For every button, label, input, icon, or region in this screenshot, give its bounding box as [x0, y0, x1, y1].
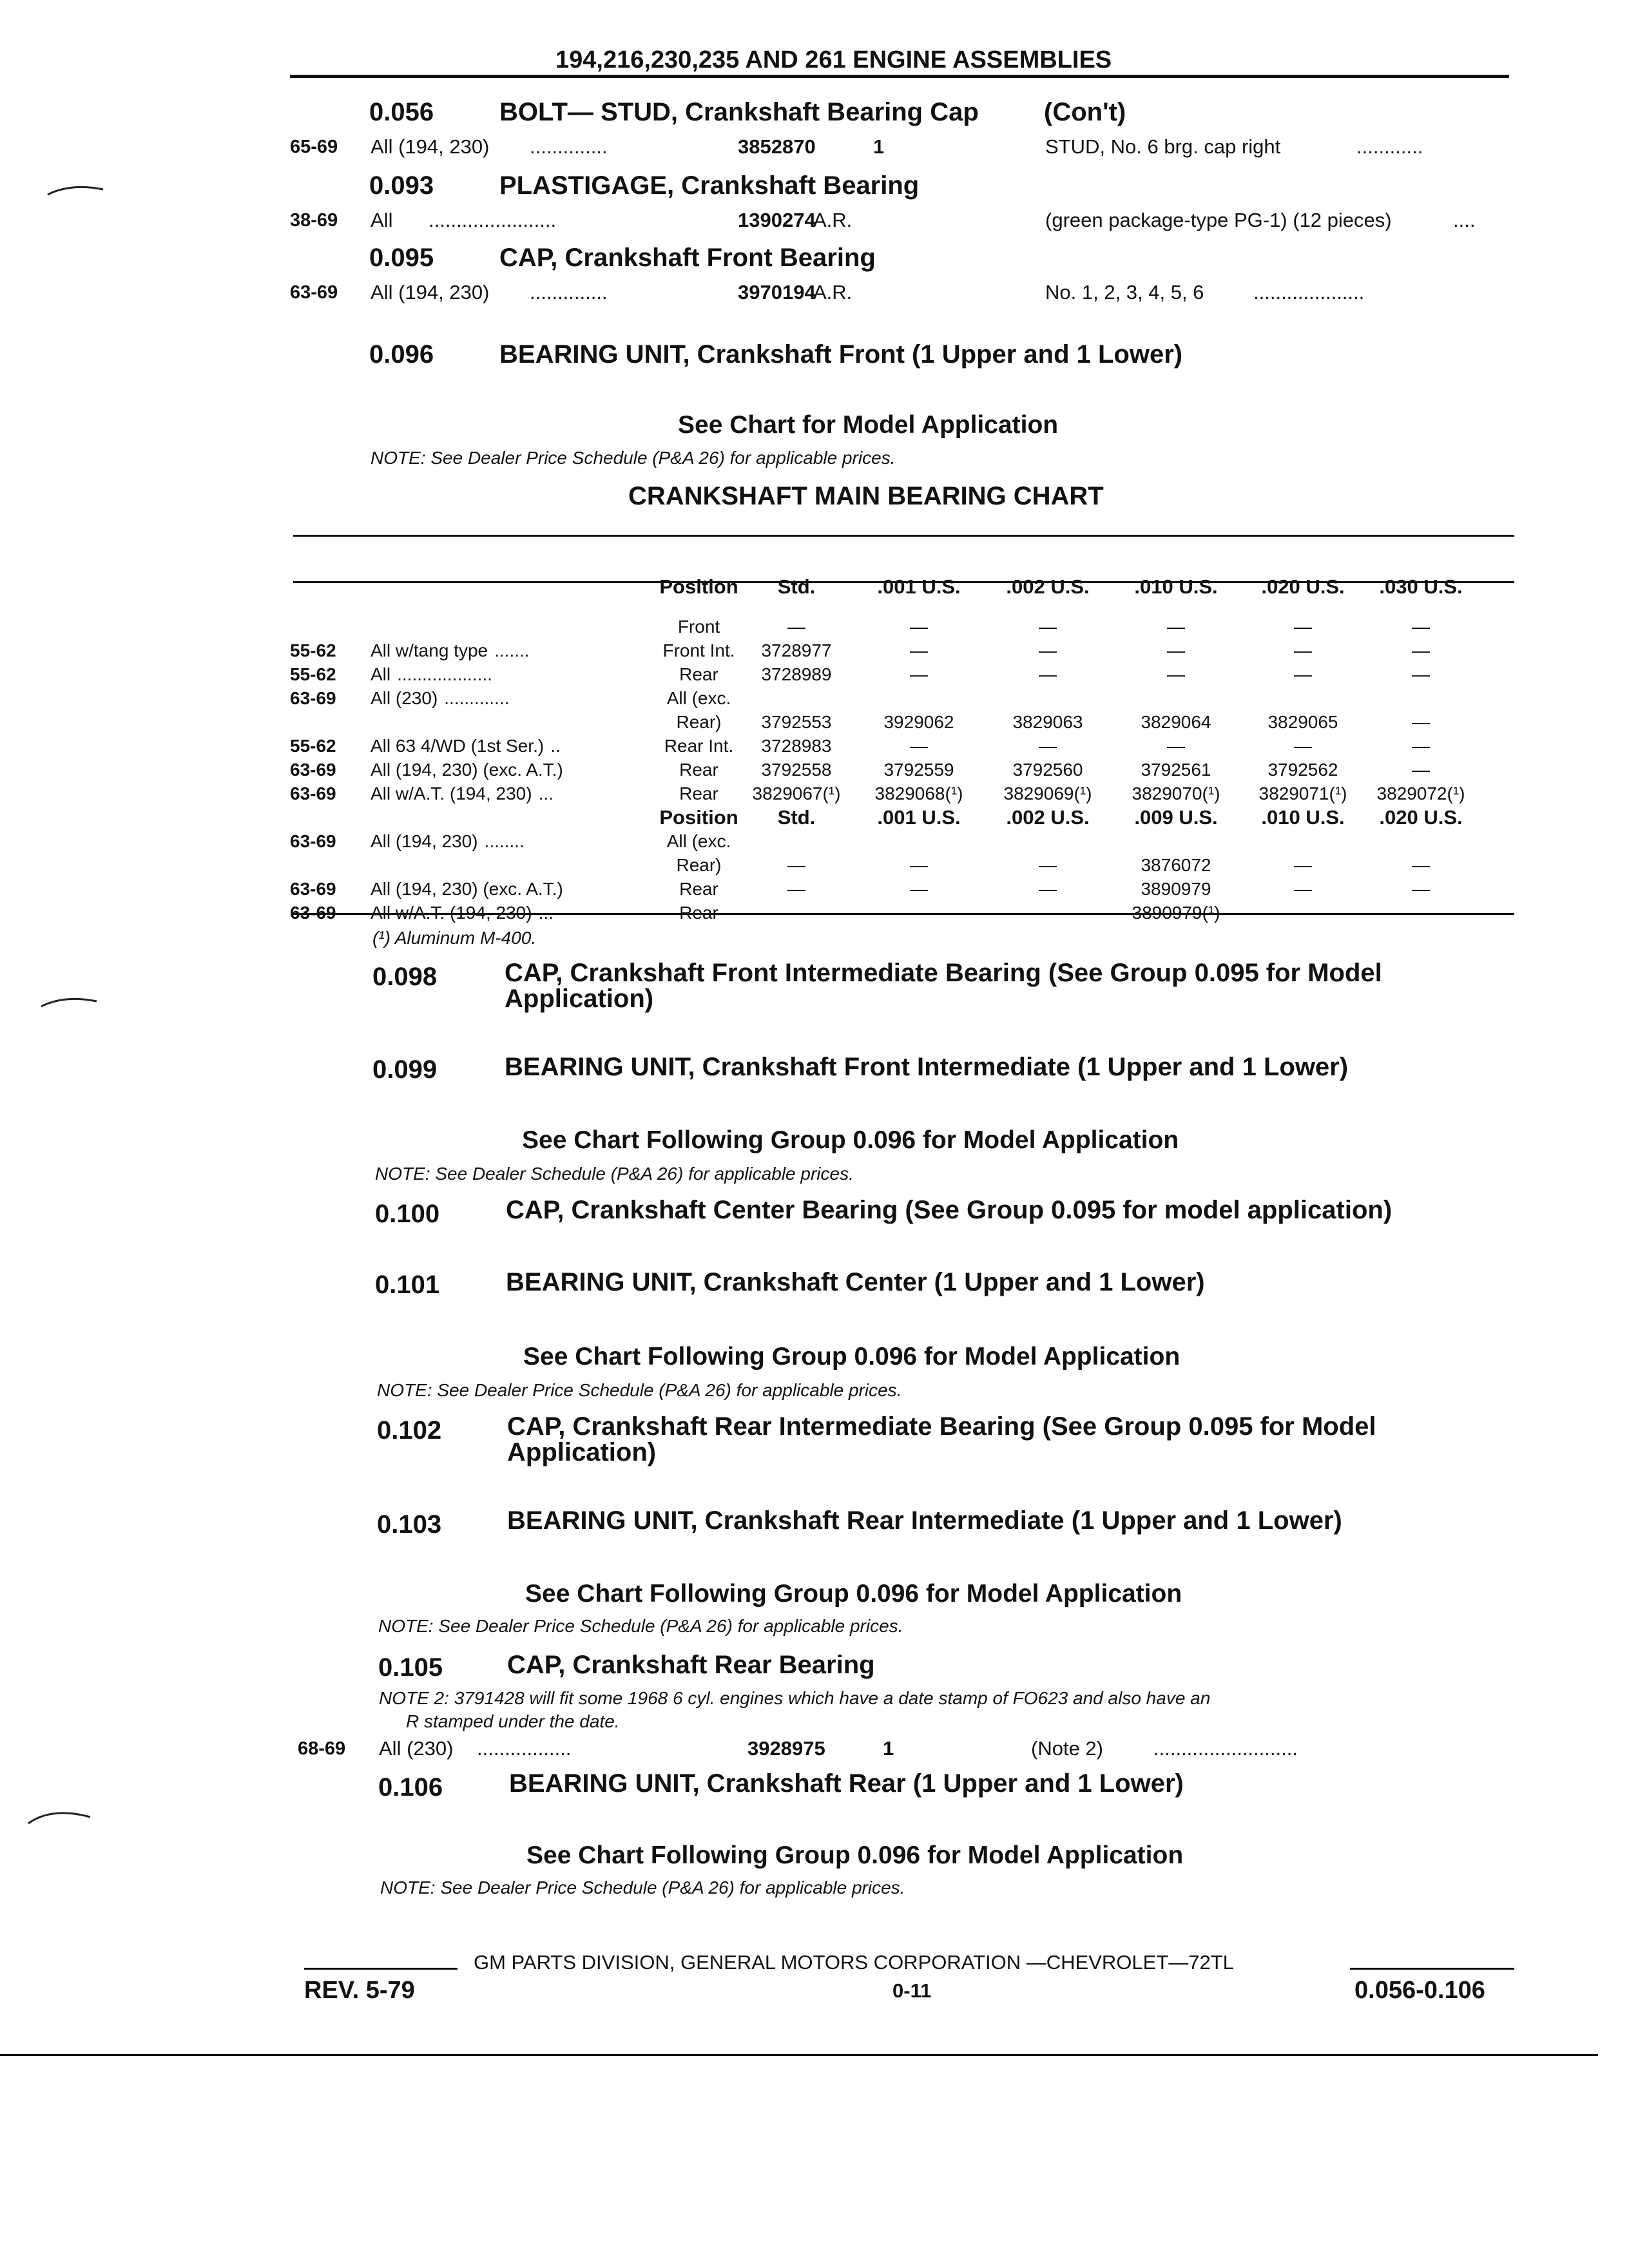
- chart-header-row: [290, 567, 1476, 606]
- bearing-position: Rear: [679, 664, 718, 684]
- row-years: 63-69: [290, 688, 336, 708]
- part-number-cell: —: [1412, 903, 1430, 923]
- part-number-cell: —: [1294, 640, 1312, 660]
- page-header: 194,216,230,235 AND 261 ENGINE ASSEMBLIES: [555, 46, 1112, 73]
- leader-dots: ........: [484, 831, 525, 851]
- bearing-position: Rear: [679, 903, 718, 923]
- chart-body: [290, 567, 1476, 925]
- group-title-0106: BEARING UNIT, Crankshaft Rear (1 Upper and 1 Lower): [509, 1769, 1184, 1798]
- price-note: NOTE: See Dealer Schedule (P&A 26) for applicable prices.: [375, 1164, 854, 1184]
- part-number: 3970194: [738, 281, 816, 303]
- group-number-0100: 0.100: [375, 1200, 440, 1228]
- leader-dots: ....................: [1253, 281, 1365, 303]
- chart-header-row: [290, 805, 1476, 829]
- row-years: [290, 710, 371, 734]
- part-number-cell: 3829068(¹): [874, 783, 963, 803]
- price-note: NOTE: See Dealer Price Schedule (P&A 26) for applicable prices.: [378, 1616, 903, 1636]
- group-title-0098: CAP, Crankshaft Front Intermediate Bearing (See Group 0.095 for Model: [505, 959, 1382, 987]
- part-number-cell: —: [910, 736, 928, 756]
- part-number-cell: —: [1294, 903, 1312, 923]
- application-text: All (194, 230) (exc. A.T.): [371, 760, 563, 780]
- leader-dots: ..: [550, 736, 561, 756]
- part-number-cell: —: [1167, 664, 1185, 684]
- chart-column-header: .002 U.S.: [1006, 575, 1090, 598]
- part-number-cell: [1240, 829, 1366, 853]
- part-number-cell: —: [1294, 855, 1312, 875]
- group-title-0093: PLASTIGAGE, Crankshaft Bearing: [499, 171, 920, 200]
- group-title-0098-cont: Application): [505, 985, 654, 1013]
- application-text: All (230): [371, 688, 438, 708]
- group-title-0105: CAP, Crankshaft Rear Bearing: [507, 1651, 875, 1679]
- chart-header-spacer: [290, 805, 659, 829]
- group-title-0101: BEARING UNIT, Crankshaft Center (1 Upper and 1 Lower): [506, 1268, 1205, 1296]
- row-application: [371, 615, 659, 639]
- item-description: STUD, No. 6 brg. cap right: [1045, 135, 1281, 158]
- part-number-cell: —: [1412, 664, 1430, 684]
- punch-hole-mark: [45, 180, 110, 200]
- page-number: 0-11: [892, 1979, 932, 2002]
- application-text: All: [371, 664, 391, 684]
- part-number-cell: —: [1039, 664, 1057, 684]
- row-application: [371, 901, 659, 925]
- quantity: 1: [883, 1737, 894, 1760]
- part-number-cell: [854, 829, 983, 853]
- part-number-cell: 3792561: [1141, 760, 1211, 780]
- leader-dots: ...: [538, 903, 554, 923]
- part-number-cell: —: [910, 855, 928, 875]
- row-application: [371, 662, 659, 686]
- row-application: [371, 758, 659, 782]
- row-application: [371, 829, 659, 853]
- part-number-cell: —: [1294, 736, 1312, 756]
- item-description: (green package-type PG-1) (12 pieces): [1045, 209, 1392, 231]
- row-years: 55-62: [290, 664, 336, 684]
- part-number-cell: 3792562: [1268, 760, 1338, 780]
- part-number-cell: —: [910, 640, 928, 660]
- row-years: 55-62: [290, 640, 336, 660]
- part-number-cell: —: [1039, 617, 1057, 637]
- price-note: NOTE: See Dealer Price Schedule (P&A 26) for applicable prices.: [371, 448, 896, 468]
- chart-column-header: .030 U.S.: [1379, 575, 1463, 598]
- see-chart-line: See Chart Following Group 0.096 for Model Application: [522, 1126, 1179, 1154]
- bearing-position: Rear: [679, 760, 718, 780]
- part-number-cell: —: [1412, 640, 1430, 660]
- part-number-cell: 3890979: [1141, 879, 1211, 899]
- see-chart-line: See Chart Following Group 0.096 for Model Application: [523, 1343, 1181, 1370]
- see-chart-line: See Chart for Model Application: [678, 411, 1059, 439]
- chart-header-spacer: [290, 567, 659, 606]
- row-application: [371, 710, 659, 734]
- item-description: No. 1, 2, 3, 4, 5, 6: [1045, 281, 1204, 303]
- group-title-suffix-0056: (Con't): [1044, 98, 1126, 126]
- table-row: [290, 853, 1476, 877]
- group-title-0102-cont: Application): [507, 1438, 657, 1466]
- part-number-cell: [1112, 829, 1240, 853]
- group-number-0093: 0.093: [369, 171, 434, 200]
- footer-corp-line: GM PARTS DIVISION, GENERAL MOTORS CORPORATION —CHEVROLET—72TL: [474, 1951, 1234, 1974]
- chart-column-header: Std.: [777, 806, 816, 829]
- bearing-position: Front Int.: [662, 640, 735, 660]
- group-title-0095: CAP, Crankshaft Front Bearing: [499, 244, 876, 272]
- bearing-chart: [290, 567, 1476, 925]
- part-number-cell: 3829065: [1268, 712, 1338, 732]
- chart-column-header: .020 U.S.: [1261, 575, 1345, 598]
- part-number-cell: —: [787, 617, 805, 637]
- part-number: 3852870: [738, 135, 816, 158]
- leader-dots: .................: [477, 1737, 572, 1760]
- price-note: NOTE: See Dealer Price Schedule (P&A 26) for applicable prices.: [377, 1380, 902, 1400]
- application-text: All (194, 230): [371, 831, 478, 851]
- row-years: 63-69: [290, 879, 336, 899]
- part-number-cell: —: [787, 879, 805, 899]
- table-row: [290, 686, 1476, 710]
- scan-edge-line: [0, 2054, 1598, 2056]
- part-number-cell: [1366, 686, 1476, 710]
- part-number-cell: [1112, 686, 1240, 710]
- item-years: 68-69: [298, 1738, 346, 1759]
- table-row: [290, 662, 1476, 686]
- part-number-cell: 3829064: [1141, 712, 1211, 732]
- table-row: [290, 710, 1476, 734]
- part-number-cell: 3792559: [883, 760, 954, 780]
- leader-dots: .......................: [429, 209, 557, 231]
- row-years: [290, 615, 371, 639]
- row-years: [290, 853, 371, 877]
- part-number-cell: 3728989: [761, 664, 832, 684]
- row-years: 63-69: [290, 783, 336, 803]
- group-title-0096: BEARING UNIT, Crankshaft Front (1 Upper and 1 Lower): [499, 340, 1183, 369]
- part-number-cell: —: [1412, 760, 1430, 780]
- part-number-cell: —: [1167, 736, 1185, 756]
- chart-column-header: Position: [659, 806, 738, 829]
- leader-dots: ..............: [530, 135, 608, 158]
- part-number-cell: 3829063: [1012, 712, 1083, 732]
- punch-hole-mark: [26, 1804, 97, 1830]
- group-title-0103: BEARING UNIT, Crankshaft Rear Intermediate (1 Upper and 1 Lower): [507, 1506, 1342, 1535]
- application-text: All 63 4/WD (1st Ser.): [371, 736, 545, 756]
- part-number-cell: —: [1167, 640, 1185, 660]
- group-number-0105: 0.105: [378, 1653, 443, 1682]
- application-text: All w/A.T. (194, 230): [371, 783, 532, 803]
- part-number-cell: —: [910, 879, 928, 899]
- row-application: [371, 686, 659, 710]
- row-application: [371, 853, 659, 877]
- application-text: All w/tang type: [371, 640, 488, 660]
- part-number-cell: —: [1294, 617, 1312, 637]
- part-number-cell: —: [787, 855, 805, 875]
- table-top-rule: [293, 535, 1514, 537]
- part-number-cell: —: [1412, 617, 1430, 637]
- quantity: A.R.: [813, 281, 853, 303]
- part-number-cell: —: [1412, 736, 1430, 756]
- part-number-cell: —: [1412, 879, 1430, 899]
- group-number-0096: 0.096: [369, 340, 434, 369]
- quantity: A.R.: [813, 209, 853, 231]
- leader-dots: ...................: [397, 664, 492, 684]
- row-years: 55-62: [290, 736, 336, 756]
- table-row: [290, 734, 1476, 758]
- part-number-cell: 3829072(¹): [1376, 783, 1465, 803]
- leader-dots: ....: [1453, 209, 1476, 231]
- part-number-cell: —: [787, 903, 805, 923]
- row-years: 63-69: [290, 903, 336, 923]
- part-number-cell: 3792560: [1012, 760, 1083, 780]
- bearing-position: Rear Int.: [664, 736, 734, 756]
- chart-column-header: .009 U.S.: [1134, 806, 1218, 829]
- part-number-cell: —: [910, 903, 928, 923]
- part-number-cell: —: [1039, 903, 1057, 923]
- chart-gap-cell: [290, 606, 1476, 615]
- price-note: NOTE: See Dealer Price Schedule (P&A 26) for applicable prices.: [380, 1878, 905, 1898]
- part-number-cell: [1366, 829, 1476, 853]
- item-description: (Note 2): [1031, 1737, 1103, 1760]
- leader-dots: ...: [538, 783, 554, 803]
- part-number-cell: 3890979(¹): [1132, 903, 1220, 923]
- chart-column-header: Std.: [777, 575, 816, 598]
- part-number-cell: —: [910, 664, 928, 684]
- group-number-0103: 0.103: [377, 1510, 442, 1539]
- chart-column-header: .020 U.S.: [1379, 806, 1463, 829]
- bearing-position: All (exc.: [666, 688, 731, 708]
- note-2-line2: R stamped under the date.: [406, 1711, 620, 1731]
- header-rule: [290, 75, 1509, 78]
- table-row: [290, 782, 1476, 805]
- item-application: All (194, 230): [371, 281, 490, 303]
- quantity: 1: [873, 135, 885, 158]
- part-number-cell: —: [1294, 664, 1312, 684]
- chart-column-header: .001 U.S.: [877, 806, 961, 829]
- see-chart-line: See Chart Following Group 0.096 for Model Application: [526, 1841, 1184, 1869]
- part-number-cell: 3792553: [761, 712, 832, 732]
- table-row: [290, 877, 1476, 901]
- row-application: [371, 639, 659, 662]
- part-number-cell: 3792558: [761, 760, 832, 780]
- note-2-line1: NOTE 2: 3791428 will fit some 1968 6 cyl. engines which have a date stamp of FO623 and also have an: [379, 1688, 1211, 1708]
- see-chart-line: See Chart Following Group 0.096 for Model Application: [525, 1580, 1182, 1608]
- part-number-cell: —: [910, 617, 928, 637]
- row-years: 63-69: [290, 831, 336, 851]
- part-number-cell: —: [1412, 855, 1430, 875]
- item-years: 65-69: [290, 137, 338, 157]
- part-number-cell: —: [1039, 855, 1057, 875]
- item-application: All: [371, 209, 393, 231]
- application-text: All w/A.T. (194, 230): [371, 903, 532, 923]
- group-number-0095: 0.095: [369, 244, 434, 272]
- footer-rule-left: [304, 1968, 458, 1970]
- bearing-position: Rear): [676, 712, 722, 732]
- row-application: [371, 734, 659, 758]
- part-number-cell: [738, 686, 854, 710]
- part-number-cell: 3829069(¹): [1003, 783, 1092, 803]
- part-number-cell: —: [1167, 617, 1185, 637]
- table-row: [290, 639, 1476, 662]
- part-number-cell: 3929062: [883, 712, 954, 732]
- group-number-0098: 0.098: [372, 963, 438, 991]
- row-years: 63-69: [290, 760, 336, 780]
- row-application: [371, 877, 659, 901]
- part-number-cell: [1240, 686, 1366, 710]
- punch-hole-mark: [39, 992, 103, 1012]
- leader-dots: ..........................: [1153, 1737, 1298, 1760]
- part-number-cell: [854, 686, 983, 710]
- chart-column-header: .002 U.S.: [1006, 806, 1090, 829]
- chart-column-header: Position: [659, 575, 738, 598]
- part-number: 3928975: [747, 1737, 825, 1760]
- part-number-cell: 3876072: [1141, 855, 1211, 875]
- part-number-cell: —: [1294, 879, 1312, 899]
- part-number-cell: —: [1039, 640, 1057, 660]
- chart-title: CRANKSHAFT MAIN BEARING CHART: [628, 482, 1104, 510]
- bearing-position: Front: [677, 617, 720, 637]
- group-title-0102: CAP, Crankshaft Rear Intermediate Bearing (See Group 0.095 for Model: [507, 1412, 1376, 1441]
- group-number-0106: 0.106: [378, 1773, 443, 1802]
- bearing-position: Rear: [679, 879, 718, 899]
- leader-dots: .......: [494, 640, 530, 660]
- group-number-0101: 0.101: [375, 1271, 440, 1299]
- item-application: All (194, 230): [371, 135, 490, 158]
- item-application: All (230): [379, 1737, 454, 1760]
- leader-dots: ..............: [530, 281, 608, 303]
- footer-rule-right: [1350, 1968, 1514, 1970]
- application-text: All (194, 230) (exc. A.T.): [371, 879, 563, 899]
- part-number-cell: —: [1039, 736, 1057, 756]
- bearing-position: Rear): [676, 855, 722, 875]
- chart-column-header: .010 U.S.: [1134, 575, 1218, 598]
- table-row: [290, 901, 1476, 925]
- part-number-cell: [983, 686, 1112, 710]
- part-number-cell: —: [1412, 712, 1430, 732]
- table-row: [290, 829, 1476, 853]
- group-title-0100: CAP, Crankshaft Center Bearing (See Group 0.095 for model application): [506, 1196, 1393, 1224]
- part-number-cell: 3829067(¹): [752, 783, 841, 803]
- group-number-0099: 0.099: [372, 1055, 438, 1084]
- item-years: 38-69: [290, 210, 338, 231]
- chart-gap: [290, 606, 1476, 615]
- item-years: 63-69: [290, 282, 338, 303]
- chart-footnote: (¹) Aluminum M-400.: [372, 928, 537, 948]
- table-row: [290, 758, 1476, 782]
- bearing-position: All (exc.: [666, 831, 731, 851]
- bearing-position: Rear: [679, 783, 718, 803]
- part-number-cell: 3728983: [761, 736, 832, 756]
- part-number-cell: [983, 829, 1112, 853]
- part-number-cell: 3829071(¹): [1258, 783, 1347, 803]
- part-number-cell: 3728977: [761, 640, 832, 660]
- chart-column-header: .001 U.S.: [877, 575, 961, 598]
- revision-date: REV. 5-79: [304, 1977, 415, 2004]
- leader-dots: .............: [444, 688, 510, 708]
- group-number-0102: 0.102: [377, 1416, 442, 1445]
- group-title-0056: BOLT— STUD, Crankshaft Bearing Cap: [499, 98, 979, 126]
- part-number: 1390274: [738, 209, 816, 231]
- group-number-0056: 0.056: [369, 98, 434, 126]
- row-application: [371, 782, 659, 805]
- part-number-cell: [738, 829, 854, 853]
- part-number-cell: —: [1039, 879, 1057, 899]
- part-number-cell: 3829070(¹): [1132, 783, 1220, 803]
- group-title-0099: BEARING UNIT, Crankshaft Front Intermediate (1 Upper and 1 Lower): [505, 1053, 1349, 1081]
- group-range: 0.056-0.106: [1354, 1977, 1485, 2004]
- table-row: [290, 615, 1476, 639]
- leader-dots: ............: [1356, 135, 1423, 158]
- chart-column-header: .010 U.S.: [1261, 806, 1345, 829]
